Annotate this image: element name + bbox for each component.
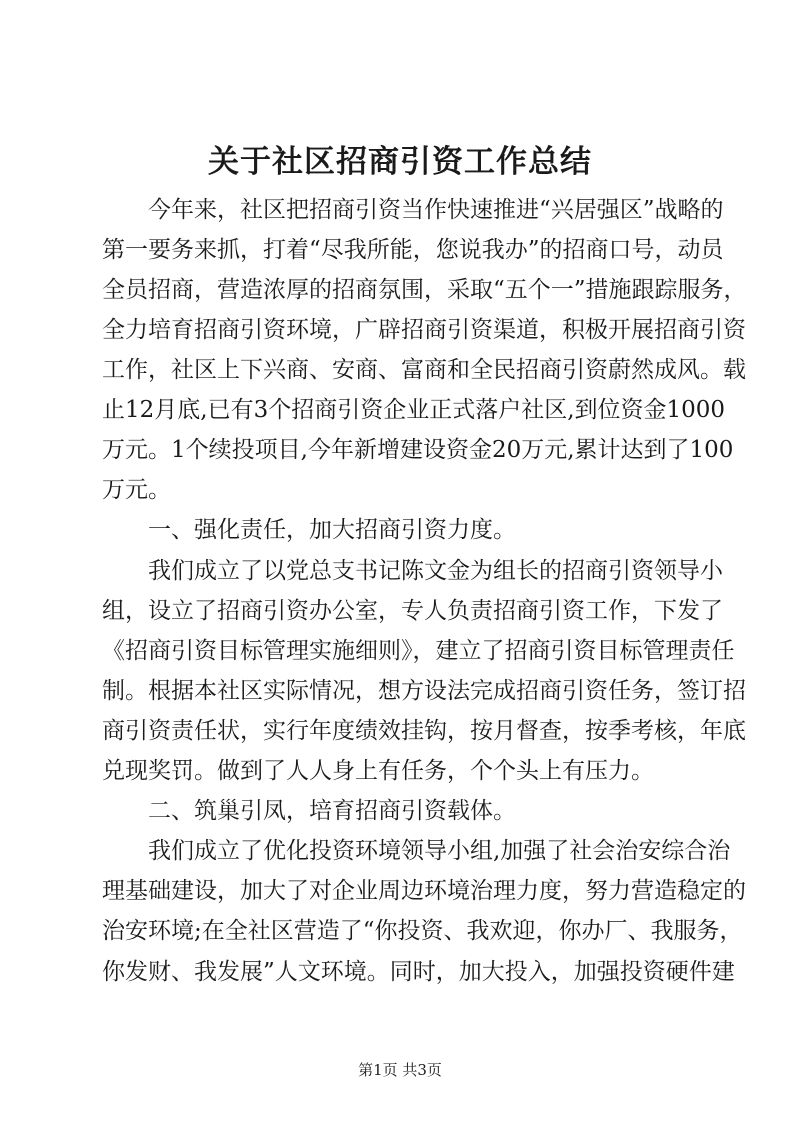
paragraph-line: 我们成立了以党总支书记陈文金为组长的招商引资领导小: [148, 558, 723, 584]
paragraph-line: 我们成立了优化投资环境领导小组,加强了社会治安综合治: [148, 838, 731, 864]
paragraph-line: 万元。1个续投项目,今年新增建设资金20万元,累计达到了100: [102, 437, 734, 463]
paragraph-line: 组，设立了招商引资办公室，专人负责招商引资工作，下发了: [102, 598, 723, 624]
paragraph-line: 商引资责任状，实行年度绩效挂钩，按月督查，按季考核，年底: [102, 718, 746, 744]
paragraph-line: 理基础建设，加大了对企业周边环境治理力度，努力营造稳定的: [102, 878, 746, 904]
paragraph-line: 第一要务来抓，打着“尽我所能，您说我办”的招商口号，动员: [102, 237, 724, 263]
paragraph-line: 万元。: [102, 477, 171, 503]
paragraph-line: 今年来，社区把招商引资当作快速推进“兴居强区”战略的: [148, 197, 724, 223]
paragraph-line: 治安环境;在全社区营造了“你投资、我欢迎，你办厂、我服务，: [102, 918, 743, 944]
page-number-footer: 第1页 共3页: [358, 1061, 442, 1079]
document-title: 关于社区招商引资工作总结: [208, 144, 592, 180]
paragraph-line: 兑现奖罚。做到了人人身上有任务，个个头上有压力。: [102, 758, 654, 784]
paragraph-line: 制。根据本社区实际情况，想方设法完成招商引资任务，签订招: [102, 678, 746, 704]
section-heading-1: 一、强化责任，加大招商引资力度。: [148, 517, 516, 543]
paragraph-line: 全力培育招商引资环境，广辟招商引资渠道，积极开展招商引资: [102, 317, 746, 343]
paragraph-line: 止12月底,已有3个招商引资企业正式落户社区,到位资金1000: [102, 397, 726, 423]
section-heading-2: 二、筑巢引凤，培育招商引资载体。: [148, 798, 516, 824]
paragraph-line: 你发财、我发展”人文环境。同时，加大投入，加强投资硬件建: [102, 959, 735, 985]
paragraph-line: 工作，社区上下兴商、安商、富商和全民招商引资蔚然成风。载: [102, 357, 746, 383]
paragraph-line: 《招商引资目标管理实施细则》，建立了招商引资目标管理责任: [102, 638, 735, 664]
paragraph-line: 全员招商，营造浓厚的招商氛围，采取“五个一”措施跟踪服务，: [102, 277, 747, 303]
